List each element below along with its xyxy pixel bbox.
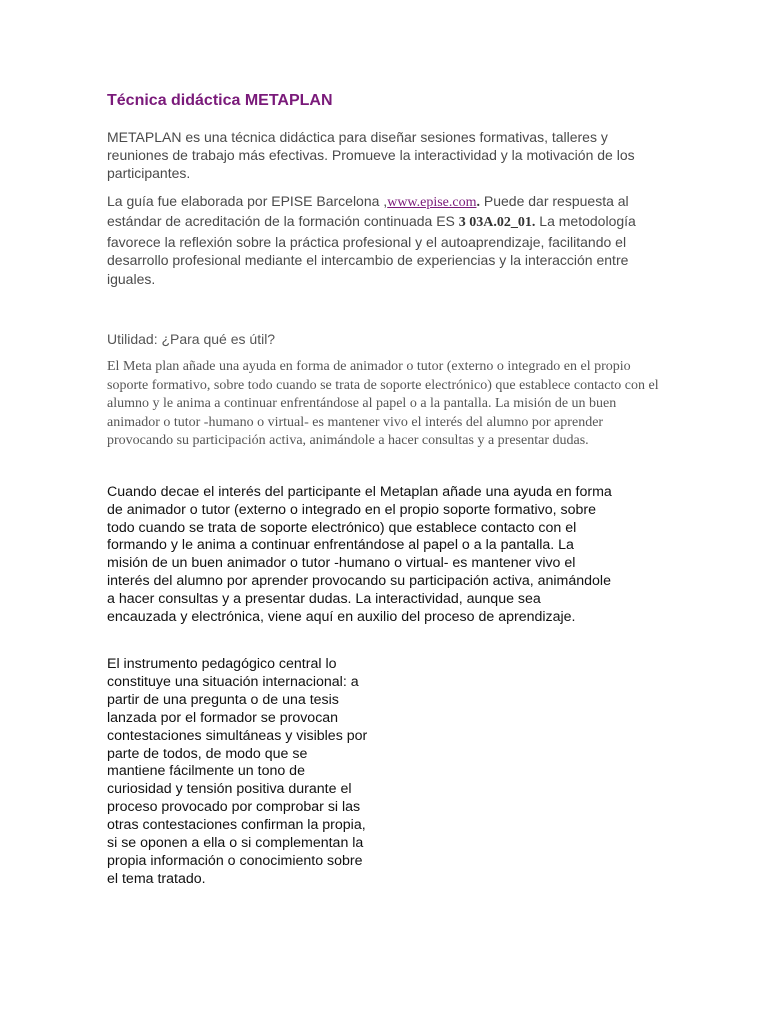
utility-subheading: Utilidad: ¿Para qué es útil? — [107, 331, 276, 347]
metaplan-main-paragraph: Cuando decae el interés del participante el Metaplan añade una ayuda en forma de animador o tutor (externo o integrado en el propio soporte formativo, sobre todo cuando se trata de soporte electrónico) que establece contacto con el formando y le anima a continuar enfrentándose al papel o a la pantalla. La misión de un buen animador o tutor -humano o virtual- es mantener vivo el interés del alumno por aprender provocando su participación activa, animándole a hacer consultas y a presentar dudas. La interactividad, aunque sea encauzada y electrónica, viene aquí en auxilio del proceso de aprendizaje. — [107, 484, 612, 625]
document-title: Técnica didáctica METAPLAN — [107, 92, 333, 109]
intro-paragraph: METAPLAN es una técnica didáctica para diseñar sesiones formativas, talleres y reuniones de trabajo más efectivas. Promueve la interactividad y la motivación de los participantes. — [107, 129, 635, 181]
pedagogic-instrument-paragraph: El instrumento pedagógico central lo constituye una situación internacional: a partir de una pregunta o de una tesis lanzada por el formador se provocan contestaciones simultáneas y visibles por parte de todos, de modo que se mantiene fácilmente un tono de curiosidad y tensión positiva durante el proceso provocado por comprobar si las otras contestaciones confirman la propia, si se oponen a ella o si complementan la propia información o conocimiento sobre el tema tratado. — [107, 656, 368, 887]
guide-paragraph — [107, 192, 647, 288]
guide-link-period: . — [476, 195, 480, 210]
epise-link[interactable]: www.epise.com — [387, 195, 477, 210]
guide-text-after-code: La metodología favorece la reflexión sobre la práctica profesional y el autoaprendizaje, facilitando el desarrollo profesional mediante el intercambio de experiencias y la interacción entre iguales. — [107, 213, 636, 287]
metaplan-serif-paragraph: El Meta plan añade una ayuda en forma de animador o tutor (externo o integrado en el propio soporte formativo, sobre todo cuando se trata de soporte electrónico) que establece contacto con el alumno y le anima a continuar enfrentándose al papel o a la pantalla. La misión de un buen animador o tutor -humano o virtual- es mantener vivo el interés del alumno por aprender provocando su participación activa, animándole a hacer consultas y a presentar dudas. — [107, 359, 659, 449]
accreditation-code: 3 03A.02_01. — [458, 215, 536, 231]
guide-text-middle: Puede dar respuesta al estándar de acreditación de la formación continuada ES — [107, 193, 629, 230]
guide-text-before-link: La guía fue elaborada por EPISE Barcelona , — [107, 193, 388, 209]
